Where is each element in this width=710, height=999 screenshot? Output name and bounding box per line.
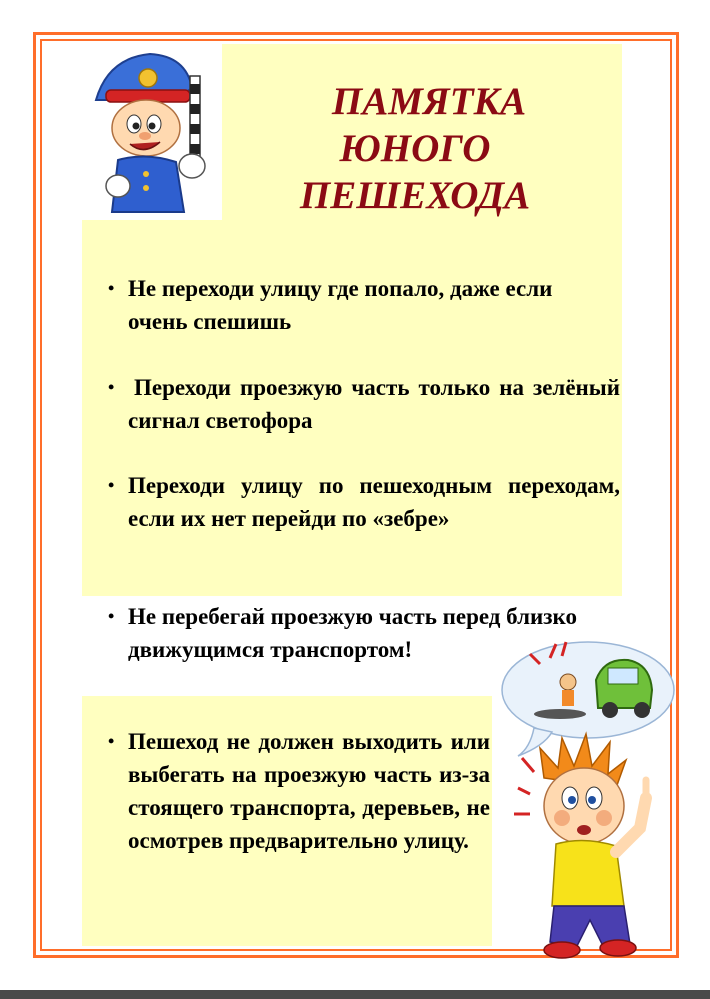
bullet-icon: •	[108, 475, 115, 495]
rule-text-5: Пешеход не должен выходить или выбегать на проезжую часть из-за стоящего транспорта, деревьев, не осмотрев предварительно улицу.	[128, 729, 490, 853]
traffic-policeman-illustration	[88, 48, 220, 218]
bottom-bar	[0, 990, 710, 999]
page-title	[250, 78, 580, 219]
rule-item-3	[108, 469, 620, 535]
rule-text-2: Переходи проезжую часть только на зелёный сигнал светофора	[128, 375, 620, 433]
rule-item-1	[108, 272, 598, 338]
bullet-icon: •	[108, 606, 115, 626]
bullet-icon: •	[108, 731, 115, 751]
bullet-icon: •	[108, 278, 115, 298]
bullet-icon: •	[108, 377, 115, 397]
title-line-3: ПЕШЕХОДА	[299, 174, 531, 217]
title-line-1: ПАМЯТКА	[331, 80, 527, 123]
rule-item-5	[108, 725, 490, 857]
title-line-2: ЮНОГО	[339, 127, 491, 170]
boy-and-car-illustration	[500, 638, 698, 968]
rule-text-4: Не перебегай проезжую часть перед близко движущимся транспортом!	[128, 604, 577, 662]
rule-item-2	[108, 371, 620, 437]
rule-text-1: Не переходи улицу где попало, даже если очень спешишь	[128, 276, 553, 334]
rule-text-3: Переходи улицу по пешеходным переходам, если их нет перейди по «зебре»	[128, 473, 620, 531]
